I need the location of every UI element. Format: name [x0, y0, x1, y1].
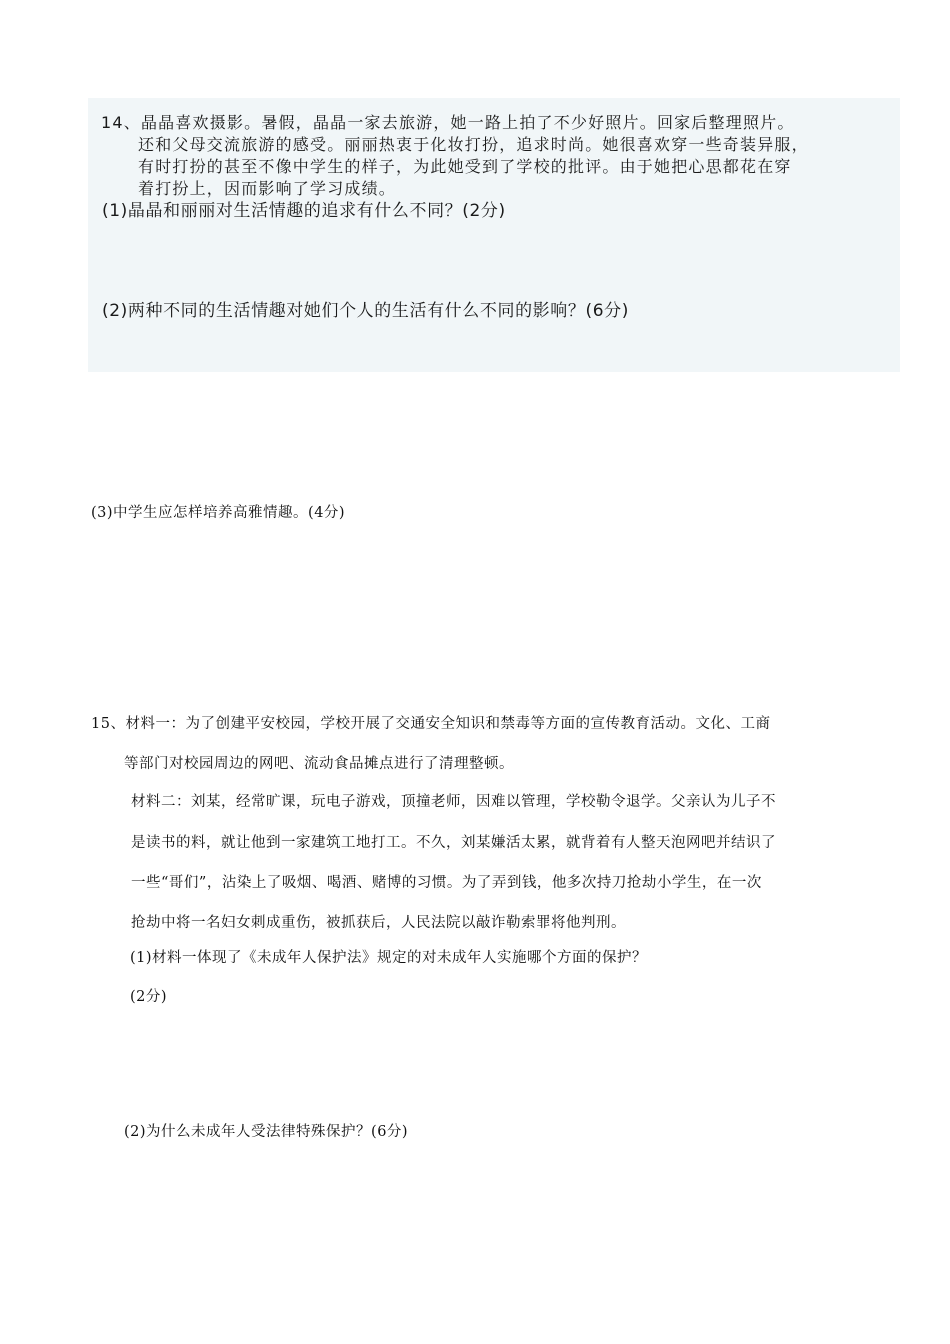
q14-subquestion-2: (2)两种不同的生活情趣对她们个人的生活有什么不同的影响？(6分) [102, 301, 629, 321]
q14-text-line-4: 着打扮上，因而影响了学习成绩。 [138, 179, 397, 198]
q15-material-2-line-4: 抢劫中将一名妇女刺成重伤，被抓获后，人民法院以敲诈勒索罪将他判刑。 [131, 915, 626, 931]
q14-subquestion-3: (3)中学生应怎样培养高雅情趣。(4分) [91, 505, 346, 521]
q14-text-line-3: 有时打扮的甚至不像中学生的样子，为此她受到了学校的批评。由于她把心思都花在穿 [138, 157, 792, 176]
q15-subquestion-1-points: (2分) [130, 989, 168, 1005]
q14-text-line-2: 还和父母交流旅游的感受。丽丽热衷于化妆打扮，追求时尚。她很喜欢穿一些奇装异服， [138, 135, 809, 154]
q14-text-line-1: 14、晶晶喜欢摄影。暑假，晶晶一家去旅游，她一路上拍了不少好照片。回家后整理照片。 [101, 113, 795, 132]
q15-subquestion-1: (1)材料一体现了《未成年人保护法》规定的对未成年人实施哪个方面的保护？ [130, 950, 648, 966]
q15-material-1-line-2: 等部门对校园周边的网吧、流动食品摊点进行了清理整顿。 [124, 756, 514, 772]
q15-material-1-line-1: 15、材料一：为了创建平安校园，学校开展了交通安全知识和禁毒等方面的宣传教育活动。文化、工商 [91, 716, 771, 732]
q14-subquestion-1: (1)晶晶和丽丽对生活情趣的追求有什么不同？(2分) [102, 201, 506, 221]
q15-material-2-line-2: 是读书的料，就让他到一家建筑工地打工。不久，刘某嫌活太累，就背着有人整天泡网吧并结识了 [131, 835, 776, 851]
q15-subquestion-2: (2)为什么未成年人受法律特殊保护？(6分) [124, 1124, 409, 1140]
q15-material-2-line-3: 一些“哥们”，沾染上了吸烟、喝酒、赌博的习惯。为了弄到钱，他多次持刀抢劫小学生，在一次 [131, 875, 762, 891]
q15-material-2-line-1: 材料二：刘某，经常旷课，玩电子游戏，顶撞老师，因难以管理，学校勒令退学。父亲认为儿子不 [131, 794, 776, 810]
